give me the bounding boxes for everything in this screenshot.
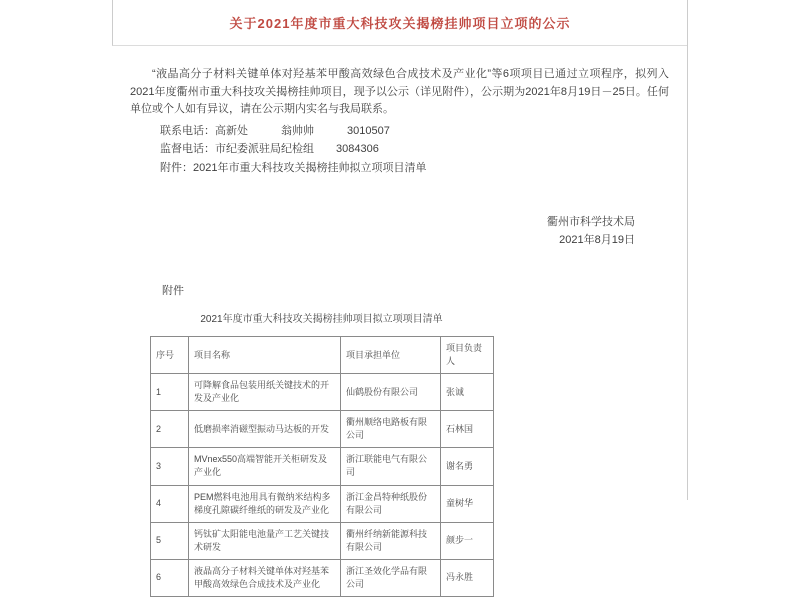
table-row	[151, 559, 494, 596]
table-row	[151, 522, 494, 559]
cell-project-name: MVnex550高端智能开关柜研发及产业化	[189, 448, 341, 485]
document-page	[112, 0, 688, 589]
cell-project-name: 钙钛矿太阳能电池量产工艺关键技术研发	[189, 522, 341, 559]
attachment-label: 附件	[162, 284, 184, 297]
cell-project-name: PEM燃料电池用具有微纳米结构多梯度孔隙碳纤维纸的研发及产业化	[189, 485, 341, 522]
cell-organization: 浙江金昌特种纸股份有限公司	[341, 485, 441, 522]
supervise-phone-line: 监督电话：市纪委派驻局纪检组 3084306	[160, 143, 379, 156]
table-row	[151, 411, 494, 448]
document-body	[112, 46, 687, 597]
cell-no: 5	[151, 522, 189, 559]
signature-date: 2021年8月19日	[559, 234, 635, 247]
cell-organization: 衢州纤纳新能源科技有限公司	[341, 522, 441, 559]
attachment-table-title: 2021年度市重大科技攻关揭榜挂帅项目拟立项项目清单	[200, 314, 443, 326]
column-header-org: 项目承担单位	[341, 337, 441, 374]
column-header-no: 序号	[151, 337, 189, 374]
signature-organization: 衢州市科学技术局	[547, 215, 635, 228]
cell-leader: 冯永胜	[441, 559, 494, 596]
cell-leader: 张诚	[441, 374, 494, 411]
cell-no: 1	[151, 374, 189, 411]
cell-organization: 浙江圣效化学品有限公司	[341, 559, 441, 596]
attachment-reference-line: 附件：2021年市重大科技攻关揭榜挂帅拟立项项目清单	[160, 161, 427, 174]
table-row	[151, 374, 494, 411]
cell-organization: 仙鹤股份有限公司	[341, 374, 441, 411]
notice-paragraph: “液晶高分子材料关键单体对羟基苯甲酸高效绿色合成技术及产业化”等6项项目已通过立项程序，拟列入2021年度衢州市重大科技攻关揭榜挂帅项目，现予以公示（详见附件），公示期为2021年8月19日－25日。任何单位或个人如有异议，请在公示期内实名与我局联系。	[130, 68, 669, 116]
contact-phone-line: 联系电话：高新处 翁帅帅 3010507	[160, 124, 390, 137]
cell-project-name: 液晶高分子材料关键单体对羟基苯甲酸高效绿色合成技术及产业化	[189, 559, 341, 596]
signature-block	[130, 214, 669, 249]
cell-leader: 石林国	[441, 411, 494, 448]
table-row	[151, 485, 494, 522]
cell-leader: 谢名勇	[441, 448, 494, 485]
cell-no: 4	[151, 485, 189, 522]
contact-block	[160, 123, 669, 178]
cell-project-name: 低磨损率消磁型振动马达板的开发	[189, 411, 341, 448]
cell-no: 2	[151, 411, 189, 448]
table-row	[151, 448, 494, 485]
table-header-row	[151, 337, 494, 374]
cell-organization: 衢州顺络电路板有限公司	[341, 411, 441, 448]
column-header-leader: 项目负责人	[441, 337, 494, 374]
column-header-name: 项目名称	[189, 337, 341, 374]
cell-leader: 颜步一	[441, 522, 494, 559]
attachment-section	[130, 283, 669, 597]
document-header	[112, 0, 687, 46]
cell-project-name: 可降解食品包装用纸关键技术的开发及产业化	[189, 374, 341, 411]
cell-no: 3	[151, 448, 189, 485]
cell-no: 6	[151, 559, 189, 596]
page-title: 关于2021年度市重大科技攻关揭榜挂帅项目立项的公示	[229, 16, 571, 31]
cell-organization: 浙江联能电气有限公司	[341, 448, 441, 485]
project-table	[150, 336, 494, 597]
cell-leader: 童树华	[441, 485, 494, 522]
